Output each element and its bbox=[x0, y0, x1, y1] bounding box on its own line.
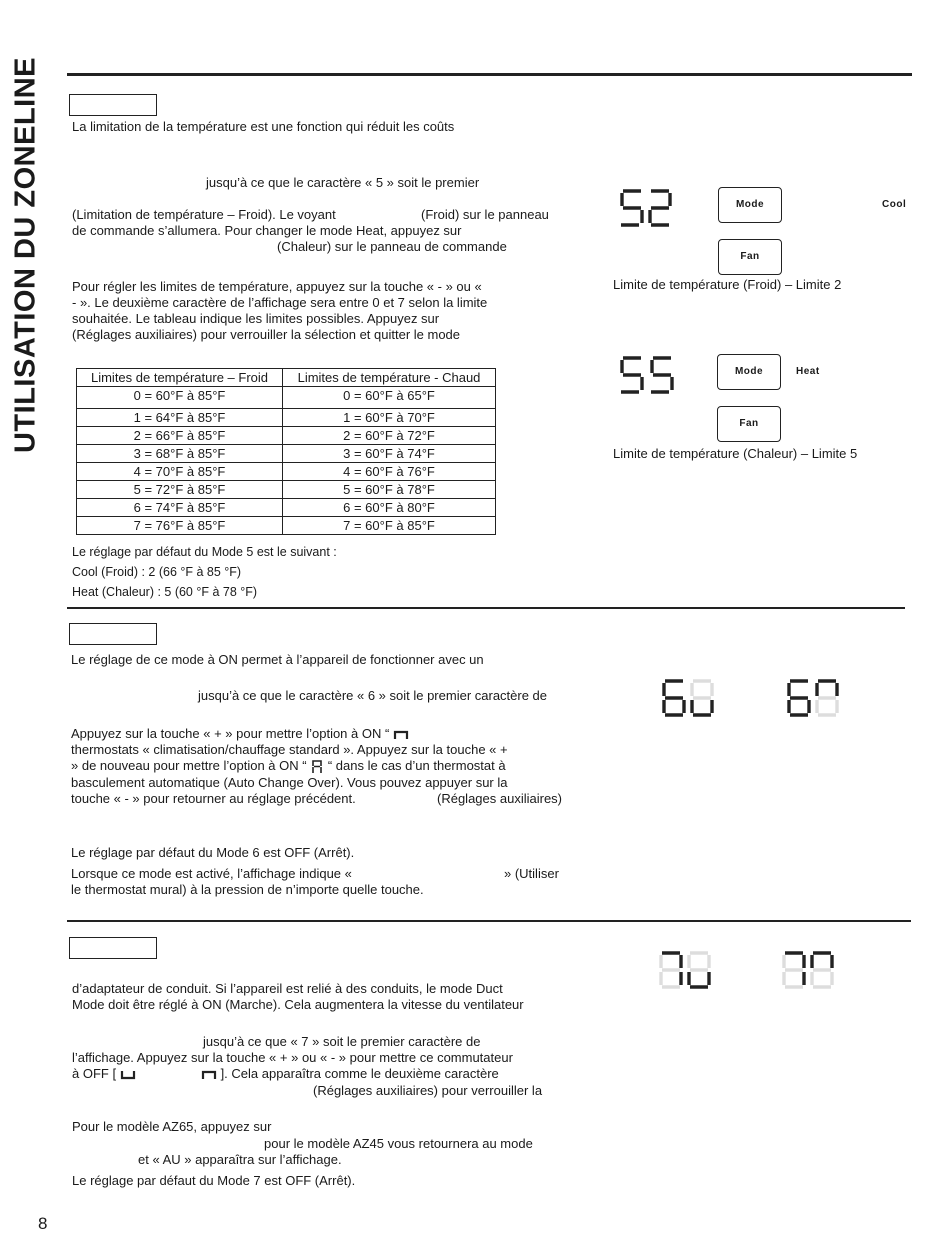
table-row bbox=[77, 517, 496, 535]
table-cell: 2 = 66°F à 85°F bbox=[77, 427, 283, 445]
table-cell: 6 = 60°F à 80°F bbox=[283, 499, 496, 517]
table-cell: 3 = 68°F à 85°F bbox=[77, 445, 283, 463]
mode7-text-1: d’adaptateur de conduit. Si l’appareil est relié à des conduits, le mode Duct bbox=[72, 981, 503, 996]
on-symbol-icon bbox=[393, 730, 409, 740]
mode5-text-3b: (Froid) sur le panneau bbox=[421, 207, 549, 222]
table-header-row bbox=[77, 369, 496, 387]
top-rule bbox=[67, 73, 912, 76]
table-cell: 4 = 70°F à 85°F bbox=[77, 463, 283, 481]
mode6-text-5a: » de nouveau pour mettre l’option à ON “ bbox=[71, 758, 307, 773]
mode-button[interactable]: Mode bbox=[718, 187, 782, 223]
mode6-text-1: Le réglage de ce mode à ON permet à l’appareil de fonctionner avec un bbox=[71, 652, 484, 667]
mode7-text-4: l’affichage. Appuyez sur la touche « + » ou « - » pour mettre ce commutateur bbox=[72, 1050, 513, 1065]
mode5-text-3a: (Limitation de température – Froid). Le voyant bbox=[72, 207, 336, 222]
panel1-caption: Limite de température (Froid) – Limite 2 bbox=[613, 277, 842, 292]
mode7-text-6: (Réglages auxiliaires) pour verrouiller la bbox=[313, 1083, 543, 1098]
mode7-text-8: pour le modèle AZ45 vous retournera au mode bbox=[264, 1136, 533, 1151]
table-header-heat: Limites de température - Chaud bbox=[283, 369, 496, 387]
mode6-text-7a: touche « - » pour retourner au réglage précédent. bbox=[71, 791, 356, 806]
table-cell: 6 = 74°F à 85°F bbox=[77, 499, 283, 517]
mode5-text-8: souhaitée. Le tableau indique les limites possibles. Appuyez sur bbox=[72, 311, 440, 326]
seven-segment-display-7-on bbox=[780, 950, 836, 990]
mode5-text-1: La limitation de la température est une fonction qui réduit les coûts bbox=[72, 119, 455, 134]
off-symbol-icon bbox=[120, 1070, 136, 1080]
table-cell: 0 = 60°F à 85°F bbox=[77, 387, 283, 409]
table-cell: 3 = 60°F à 74°F bbox=[283, 445, 496, 463]
mode5-default-heat: Heat (Chaleur) : 5 (60 °F à 78 °F) bbox=[72, 585, 258, 599]
mode6-text-2: jusqu’à ce que le caractère « 6 » soit le premier caractère de bbox=[198, 688, 548, 703]
section-divider bbox=[67, 607, 905, 609]
table-row bbox=[77, 499, 496, 517]
panel2-caption: Limite de température (Chaleur) – Limite 5 bbox=[613, 446, 858, 461]
mode5-text-7: - ». Le deuxième caractère de l’affichage sera entre 0 et 7 selon la limite bbox=[72, 295, 488, 310]
mode6-heading-box bbox=[69, 623, 157, 645]
seven-segment-display-6-off bbox=[660, 678, 716, 718]
table-header-cool: Limites de température – Froid bbox=[77, 369, 283, 387]
mode7-text-10: Le réglage par défaut du Mode 7 est OFF (Arrêt). bbox=[72, 1173, 356, 1188]
fan-button[interactable]: Fan bbox=[717, 406, 781, 442]
mode6-text-9b: » (Utiliser bbox=[504, 866, 559, 881]
mode6-text-5b: “ dans le cas d’un thermostat à bbox=[327, 758, 506, 773]
page-number: 8 bbox=[38, 1214, 48, 1233]
mode5-text-5: (Chaleur) sur le panneau de commande bbox=[277, 239, 507, 254]
mode5-text-9: (Réglages auxiliaires) pour verrouiller la sélection et quitter le mode bbox=[72, 327, 461, 342]
fan-button[interactable]: Fan bbox=[718, 239, 782, 275]
table-row bbox=[77, 409, 496, 427]
mode6-text-3-label: Appuyez sur la touche « + » pour mettre l’option à ON “ bbox=[71, 726, 390, 741]
mode5-text-2: jusqu’à ce que le caractère « 5 » soit le premier bbox=[206, 175, 480, 190]
mode7-text-3: jusqu’à ce que « 7 » soit le premier caractère de bbox=[203, 1034, 481, 1049]
seven-segment-display-52 bbox=[618, 188, 674, 228]
table-row bbox=[77, 387, 496, 409]
mode5-default-intro: Le réglage par défaut du Mode 5 est le suivant : bbox=[72, 545, 337, 559]
table-cell: 7 = 60°F à 85°F bbox=[283, 517, 496, 535]
seven-segment-display-7-off bbox=[657, 950, 713, 990]
heat-indicator-label: Heat bbox=[796, 366, 820, 377]
table-row bbox=[77, 481, 496, 499]
segment-a-icon bbox=[310, 759, 324, 774]
table-row bbox=[77, 427, 496, 445]
mode-button[interactable]: Mode bbox=[717, 354, 781, 390]
mode5-text-6: Pour régler les limites de température, appuyez sur la touche « - » ou « bbox=[72, 279, 482, 294]
mode6-text-3 bbox=[71, 726, 409, 743]
mode7-heading-box bbox=[69, 937, 157, 959]
table-cell: 1 = 60°F à 70°F bbox=[283, 409, 496, 427]
on-symbol-icon bbox=[201, 1070, 217, 1080]
table-cell: 4 = 60°F à 76°F bbox=[283, 463, 496, 481]
table-row bbox=[77, 463, 496, 481]
mode7-text-2: Mode doit être réglé à ON (Marche). Cela augmentera la vitesse du ventilateur bbox=[72, 997, 524, 1012]
mode5-text-4: de commande s’allumera. Pour changer le mode Heat, appuyez sur bbox=[72, 223, 462, 238]
mode6-text-5 bbox=[71, 758, 506, 775]
mode6-text-8: Le réglage par défaut du Mode 6 est OFF (Arrêt). bbox=[71, 845, 355, 860]
mode6-text-4: thermostats « climatisation/chauffage standard ». Appuyez sur la touche « + bbox=[71, 742, 508, 757]
table-row bbox=[77, 445, 496, 463]
mode6-text-9a: Lorsque ce mode est activé, l’affichage indique « bbox=[71, 866, 352, 881]
mode7-text-5 bbox=[72, 1066, 499, 1083]
table-cell: 2 = 60°F à 72°F bbox=[283, 427, 496, 445]
mode7-text-9: et « AU » apparaîtra sur l’affichage. bbox=[138, 1152, 342, 1167]
mode5-default-cool: Cool (Froid) : 2 (66 °F à 85 °F) bbox=[72, 565, 242, 579]
table-cell: 7 = 76°F à 85°F bbox=[77, 517, 283, 535]
mode6-text-7b: (Réglages auxiliaires) bbox=[437, 791, 562, 806]
table-cell: 5 = 60°F à 78°F bbox=[283, 481, 496, 499]
section-title: UTILISATION DU ZONELINE bbox=[9, 56, 42, 454]
mode7-text-7: Pour le modèle AZ65, appuyez sur bbox=[72, 1119, 272, 1134]
mode7-text-5b: ]. Cela apparaîtra comme le deuxième caractère bbox=[220, 1066, 499, 1081]
temperature-limits-table bbox=[76, 368, 496, 535]
table-cell: 0 = 60°F à 65°F bbox=[283, 387, 496, 409]
cool-indicator-label: Cool bbox=[882, 199, 907, 210]
mode7-text-5a: à OFF [ bbox=[72, 1066, 117, 1081]
mode6-text-6: basculement automatique (Auto Change Over). Vous pouvez appuyer sur la bbox=[71, 775, 508, 790]
section-divider bbox=[67, 920, 911, 922]
seven-segment-display-55 bbox=[618, 355, 674, 395]
table-cell: 1 = 64°F à 85°F bbox=[77, 409, 283, 427]
mode5-heading-box bbox=[69, 94, 157, 116]
seven-segment-display-6-on bbox=[785, 678, 841, 718]
table-cell: 5 = 72°F à 85°F bbox=[77, 481, 283, 499]
mode6-text-10: le thermostat mural) à la pression de n’importe quelle touche. bbox=[71, 882, 424, 897]
